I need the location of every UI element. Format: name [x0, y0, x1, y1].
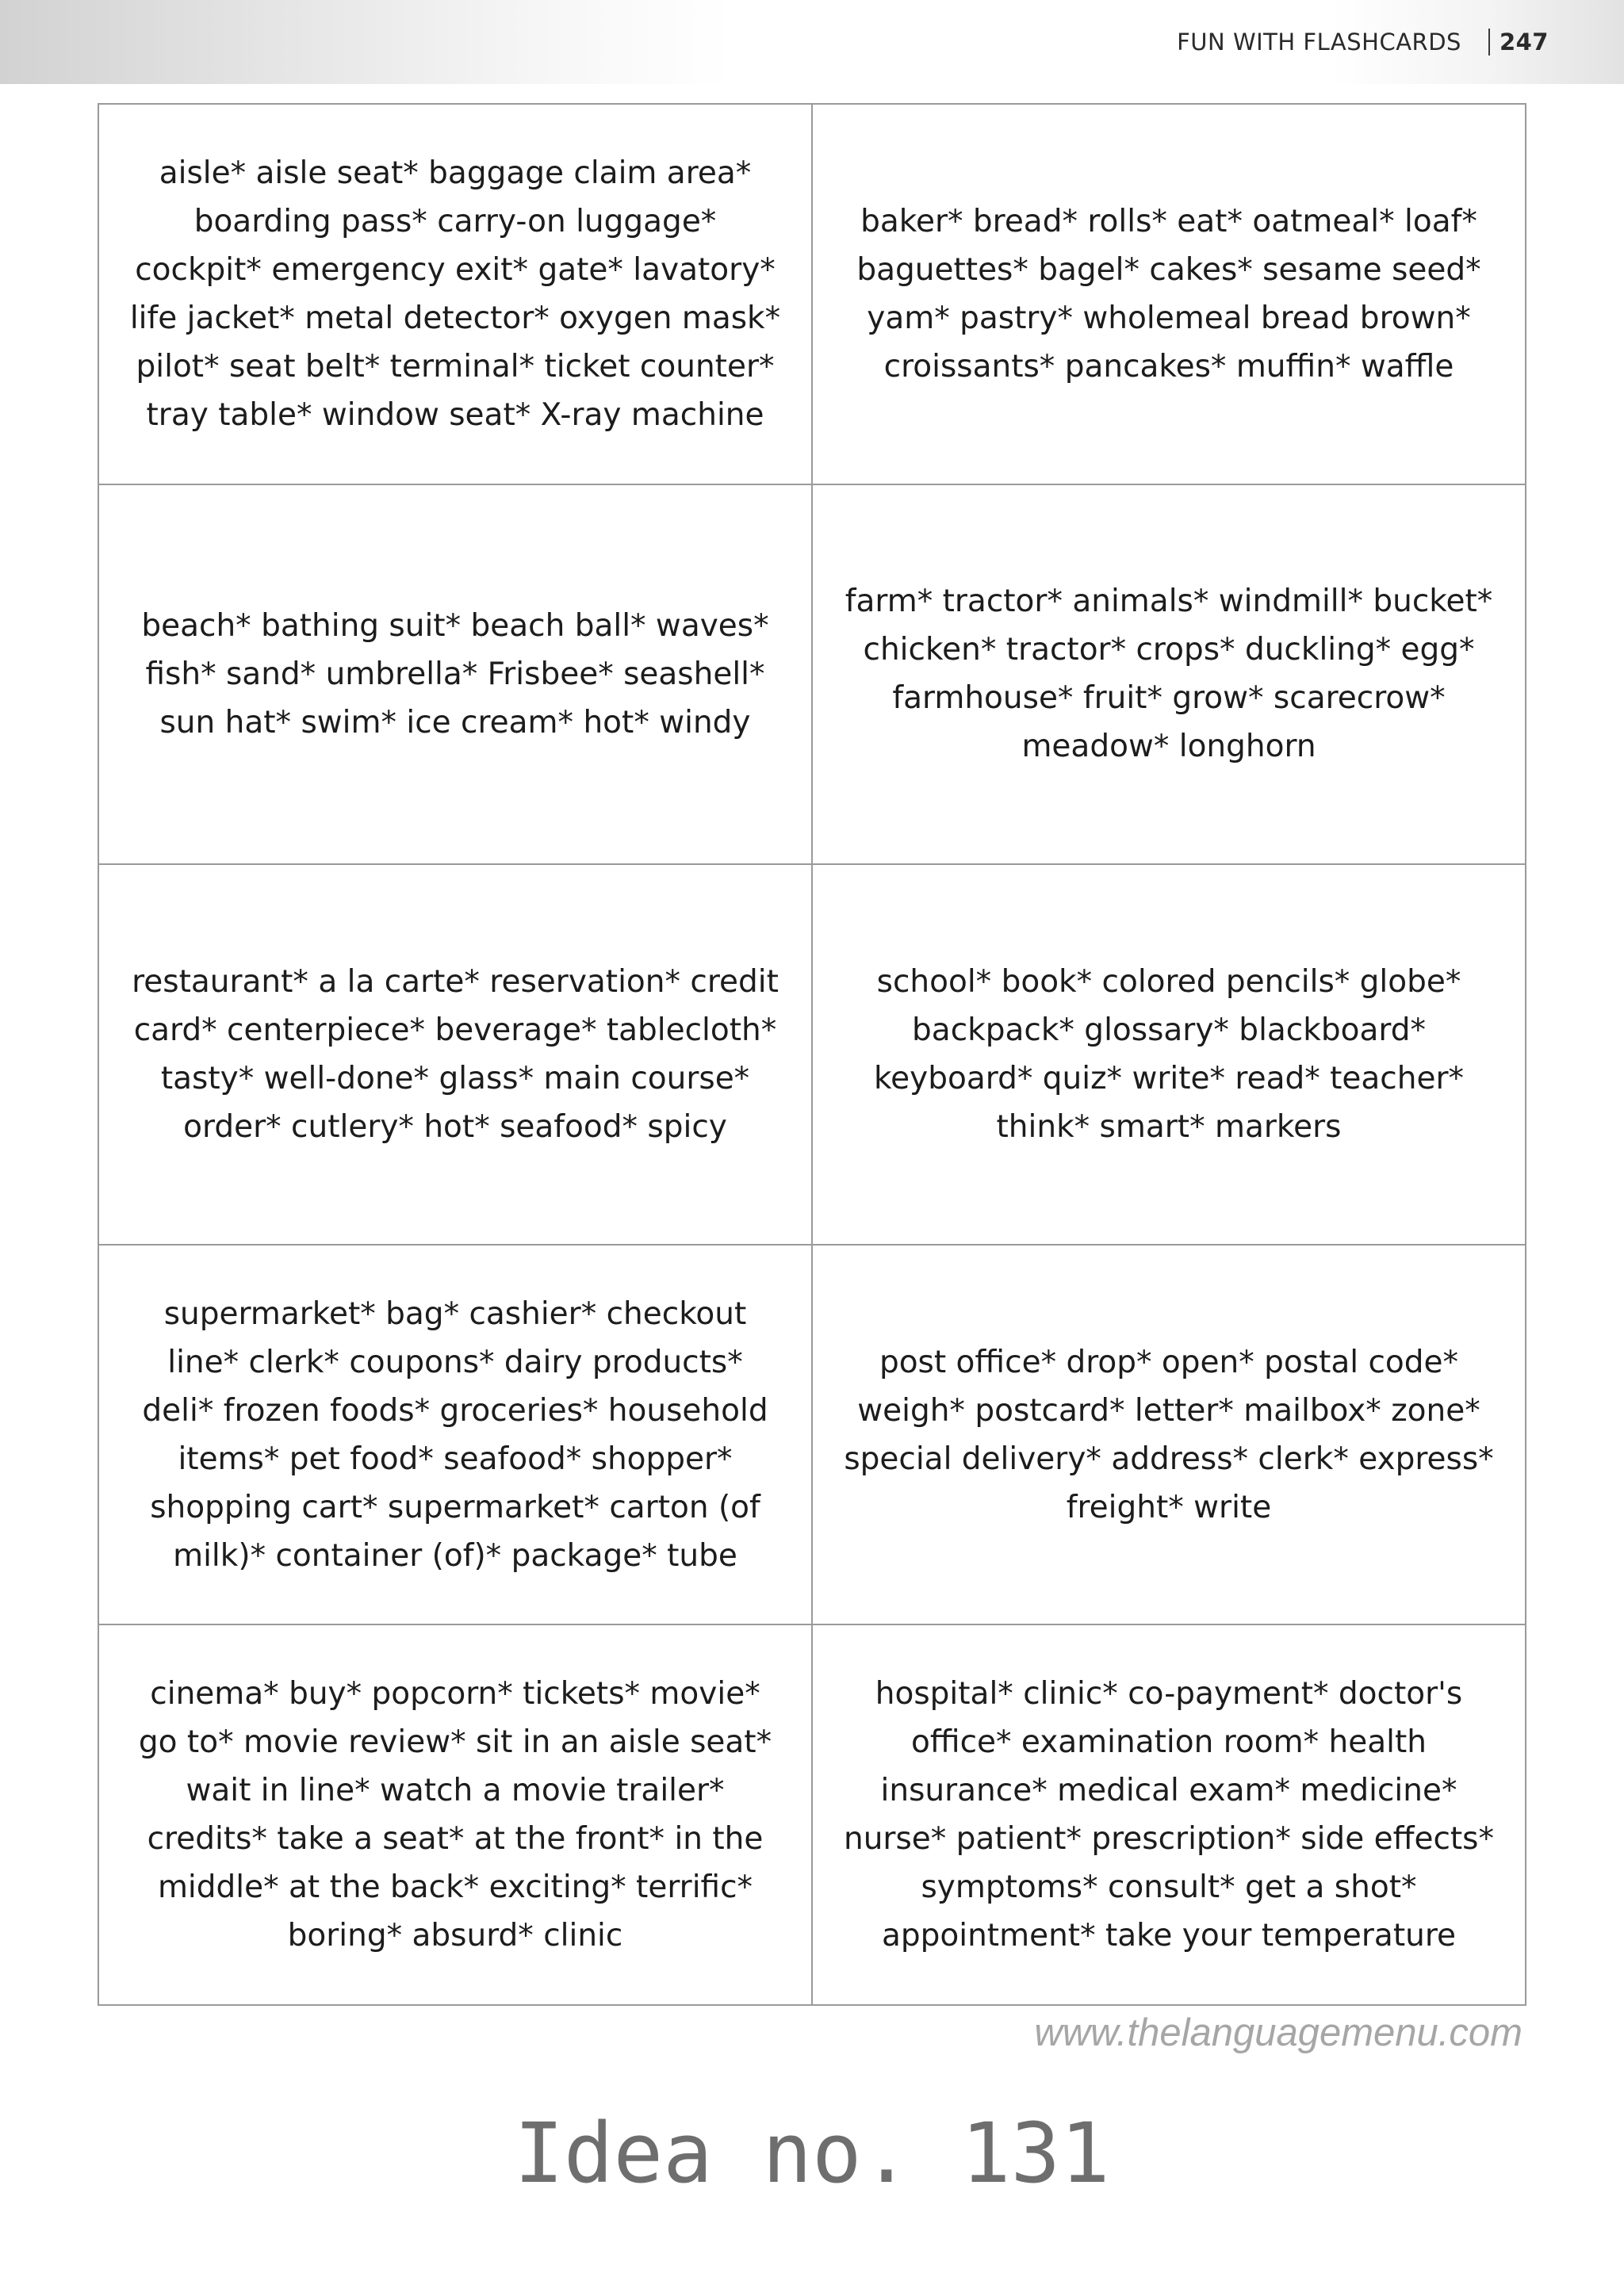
flashcard-text: school* book* colored pencils* globe* backpack* glossary* blackboard* keyboard* quiz* write* read* teacher* think* smart* markers [873, 963, 1464, 1145]
flashcard-text: baker* bread* rolls* eat* oatmeal* loaf* baguettes* bagel* cakes* sesame seed* yam* pastry* wholemeal bread brown* croissants* pancakes* muffin* waffle [856, 203, 1481, 385]
flashcard-school [813, 865, 1526, 1246]
flashcard-beach [99, 485, 813, 866]
flashcard-farm [813, 485, 1526, 866]
flashcard-text: restaurant* a la carte* reservation* credit card* centerpiece* beverage* tablecloth* tasty* well-done* glass* main course* order* cutlery* hot* seafood* spicy [132, 963, 779, 1145]
flashcard-grid [98, 103, 1526, 2006]
flashcard-text: post office* drop* open* postal code* weigh* postcard* letter* mailbox* zone* special delivery* address* clerk* express* freight* write [844, 1344, 1494, 1525]
flashcard-text: hospital* clinic* co-payment* doctor's office* examination room* health insurance* medical exam* medicine* nurse* patient* prescription* side effects* symptoms* consult* get a shot* appointment* take your temperature [844, 1676, 1494, 1954]
flashcard-text: supermarket* bag* cashier* checkout line* clerk* coupons* dairy products* deli* frozen foods* groceries* household items* pet food* seafood* shopper* shopping cart* supermarket* carton (of milk)* container (of)* package* tube [142, 1295, 768, 1574]
flashcard-supermarket [99, 1246, 813, 1626]
flashcard-text: aisle* aisle seat* baggage claim area* boarding pass* carry-on luggage* cockpit* emergency exit* gate* lavatory* life jacket* metal detector* oxygen mask* pilot* seat belt* terminal* ticket counter* tray table* window seat* X-ray machine [129, 155, 781, 433]
flashcard-cinema [99, 1625, 813, 2006]
page-number: 247 [1499, 29, 1549, 55]
flashcard-post-office [813, 1246, 1526, 1626]
flashcard-hospital [813, 1625, 1526, 2006]
flashcard-bakery [813, 105, 1526, 485]
flashcard-airport [99, 105, 813, 485]
running-head [1177, 29, 1549, 55]
flashcard-text: beach* bathing suit* beach ball* waves* fish* sand* umbrella* Frisbee* seashell* sun hat* swim* ice cream* hot* windy [141, 607, 769, 740]
running-title: FUN WITH FLASHCARDS [1177, 29, 1461, 55]
idea-number: Idea no. 131 [514, 2105, 1110, 2202]
flashcard-text: cinema* buy* popcorn* tickets* movie* go to* movie review* sit in an aisle seat* wait in line* watch a movie trailer* credits* take a seat* at the front* in the middle* at the back* exciting* terrific* boring* absurd* clinic [138, 1676, 772, 1954]
website-url: www.thelanguagemenu.com [1034, 2011, 1522, 2054]
flashcard-text: farm* tractor* animals* windmill* bucket* chicken* tractor* crops* duckling* egg* farmhouse* fruit* grow* scarecrow* meadow* longhorn [845, 584, 1493, 765]
flashcard-restaurant [99, 865, 813, 1246]
header-separator [1488, 29, 1490, 55]
